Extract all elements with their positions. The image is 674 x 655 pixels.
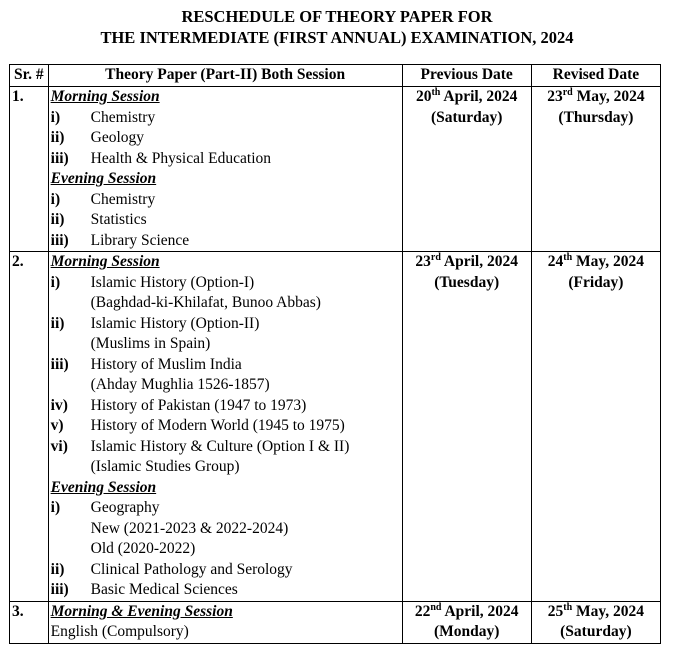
item-text: History of Pakistan (1947 to 1973): [90, 396, 307, 414]
header-sr: Sr. #: [10, 65, 49, 87]
list-item: [51, 231, 400, 252]
list-item: [51, 355, 400, 376]
item-text: Islamic History & Culture (Option I & II): [90, 437, 350, 455]
table-row: [10, 252, 661, 602]
revised-date: [531, 87, 660, 252]
session-label: Evening Session: [50, 478, 157, 496]
document-title-line-1: RESCHEDULE OF THEORY PAPER FOR: [181, 7, 493, 26]
item-number: ii): [50, 560, 65, 578]
date-weekday: (Monday): [433, 623, 500, 640]
item-subtext: (Muslims in Spain): [90, 335, 211, 352]
date-weekday: (Friday): [568, 273, 624, 291]
item-number: ii): [50, 129, 65, 146]
row-papers: [48, 87, 402, 252]
item-text: Library Science: [90, 231, 190, 249]
list-item: [51, 190, 400, 211]
document-title-line-2: THE INTERMEDIATE (FIRST ANNUAL) EXAMINATION, 2024: [100, 28, 574, 47]
table-row: [10, 601, 661, 643]
date-month-year: April, 2024: [440, 88, 518, 105]
item-subtext: (Ahday Mughlia 1526-1857): [90, 376, 270, 393]
list-item: [51, 437, 400, 458]
header-revised-date: Revised Date: [531, 65, 660, 87]
item-text: History of Muslim India: [90, 355, 242, 373]
date-day: 23: [415, 253, 431, 270]
list-item: [51, 128, 400, 149]
item-text: Geology: [90, 129, 145, 146]
header-paper: Theory Paper (Part-II) Both Session: [48, 65, 402, 87]
row-serial: 1.: [10, 87, 49, 252]
previous-date: [402, 87, 531, 252]
item-number: iii): [50, 581, 69, 598]
item-text: History of Modern World (1945 to 1975): [90, 417, 345, 434]
list-item: [51, 149, 400, 170]
item-subtext: (Baghdad-ki-Khilafat, Bunoo Abbas): [90, 294, 321, 311]
item-number: iii): [50, 231, 69, 249]
date-day: 20: [415, 88, 432, 105]
revised-date: [531, 252, 660, 602]
item-text: Islamic History (Option-I): [90, 273, 255, 291]
item-number: i): [50, 108, 61, 126]
list-item: [51, 560, 400, 581]
schedule-table: [9, 64, 661, 644]
date-suffix: th: [563, 601, 573, 613]
item-text: Health & Physical Education: [90, 149, 272, 167]
date-month-year: May, 2024: [572, 253, 645, 270]
date-weekday: (Tuesday): [434, 273, 500, 291]
date-weekday: (Saturday): [430, 108, 503, 126]
item-text: Clinical Pathology and Serology: [90, 560, 293, 578]
date-suffix: rd: [430, 251, 441, 263]
row-papers: [48, 601, 402, 643]
list-item: [51, 273, 400, 294]
item-text: Basic Medical Sciences: [90, 581, 238, 598]
item-number: v): [50, 417, 64, 434]
date-day: 22: [414, 602, 431, 620]
item-text: Statistics: [90, 211, 147, 228]
list-item: [51, 396, 400, 417]
item-text: Geography: [90, 499, 160, 516]
revised-date: [531, 601, 660, 643]
item-number: iv): [50, 396, 68, 414]
item-text: Islamic History (Option-II): [90, 314, 260, 332]
table-header-row: [10, 65, 661, 87]
item-subtext: New (2021-2023 & 2022-2024): [90, 519, 289, 537]
row-serial: 3.: [10, 601, 49, 643]
item-number: iii): [50, 149, 69, 167]
date-suffix: nd: [430, 601, 442, 613]
session-label: Morning Session: [50, 253, 160, 270]
item-text: Chemistry: [90, 190, 156, 208]
previous-date: [402, 252, 531, 602]
list-item: [51, 498, 400, 519]
row-papers: [48, 252, 402, 602]
item-number: ii): [50, 211, 65, 228]
session-label: Evening Session: [50, 170, 157, 187]
list-item: [51, 210, 400, 231]
item-subtext: Old (2020-2022): [90, 540, 196, 557]
date-day: 24: [547, 253, 564, 270]
date-weekday: (Saturday): [560, 623, 632, 640]
table-row: [10, 87, 661, 252]
date-day: 23: [547, 88, 563, 105]
item-number: ii): [50, 314, 65, 332]
previous-date: [402, 601, 531, 643]
list-item: [51, 580, 400, 601]
date-month-year: April, 2024: [440, 253, 518, 270]
item-subtext: (Islamic Studies Group): [90, 458, 240, 475]
session-label: Morning Session: [50, 88, 160, 105]
item-text: English (Compulsory): [50, 623, 189, 640]
date-month-year: May, 2024: [572, 602, 645, 620]
item-text: Chemistry: [90, 108, 156, 126]
item-number: iii): [50, 355, 69, 373]
list-item: [51, 108, 400, 129]
item-number: i): [50, 190, 61, 208]
date-month-year: April, 2024: [441, 602, 519, 620]
session-label: Morning & Evening Session: [50, 602, 233, 620]
item-number: vi): [50, 437, 68, 455]
row-serial: 2.: [10, 252, 49, 602]
item-number: i): [50, 273, 61, 291]
date-month-year: May, 2024: [572, 88, 645, 105]
date-day: 25: [547, 602, 564, 620]
date-weekday: (Thursday): [558, 108, 634, 126]
date-suffix: rd: [562, 86, 573, 98]
list-item: [51, 314, 400, 335]
item-number: i): [50, 499, 61, 516]
date-suffix: th: [563, 251, 573, 263]
list-item: [51, 416, 400, 437]
date-suffix: th: [431, 86, 441, 98]
header-previous-date: Previous Date: [402, 65, 531, 87]
